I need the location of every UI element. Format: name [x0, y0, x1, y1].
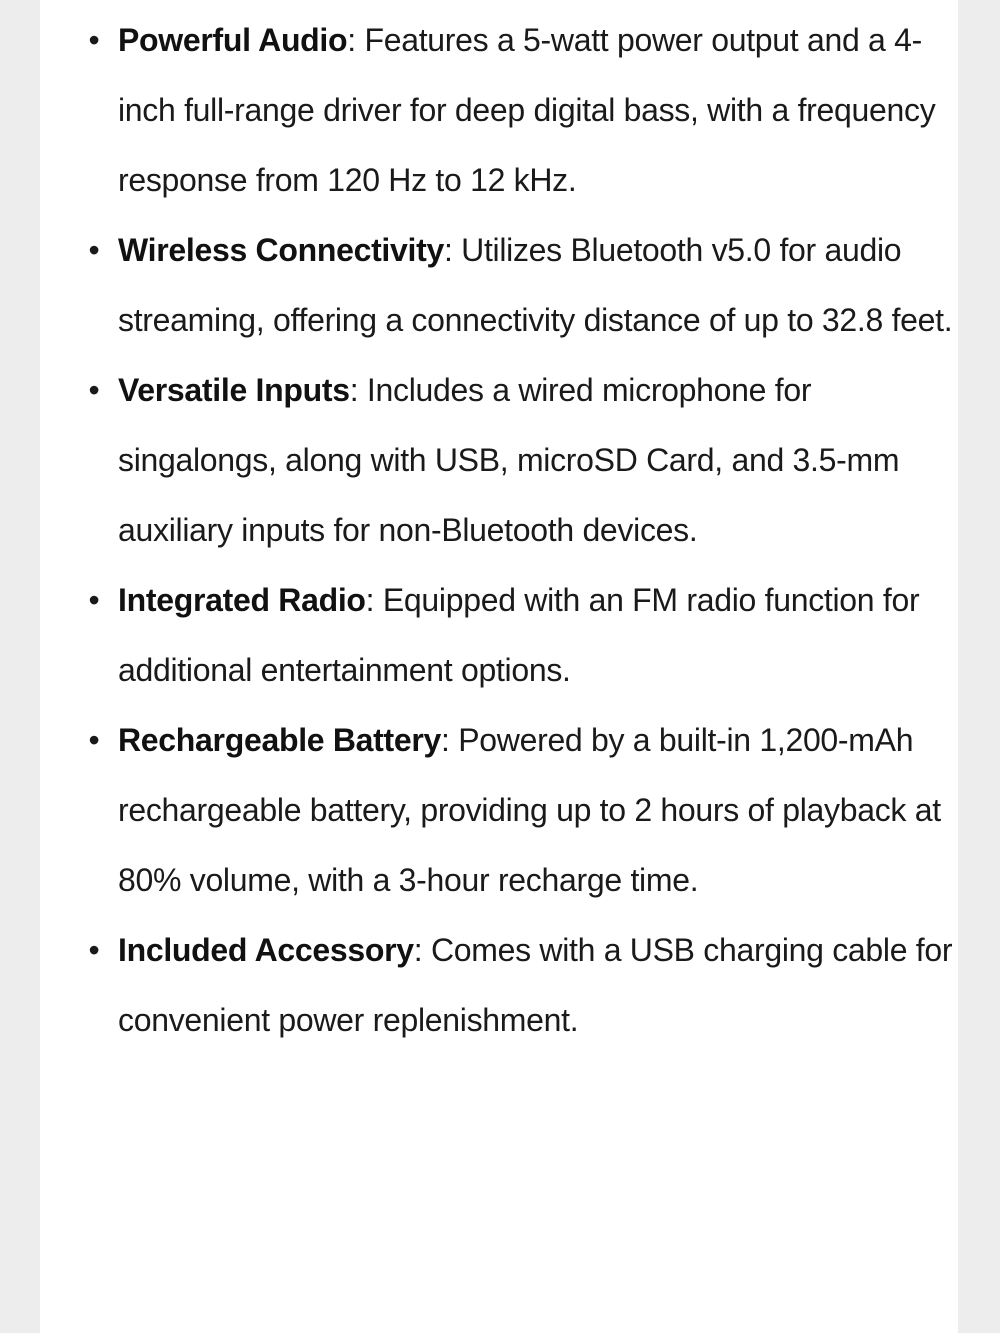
- bullet-icon: •: [88, 372, 100, 408]
- bullet-icon: •: [88, 932, 100, 968]
- feature-description: Equipped with an FM radio function for additional entertainment options.: [118, 582, 920, 688]
- feature-separator: :: [347, 22, 365, 58]
- bullet-icon: •: [88, 232, 100, 268]
- feature-term: Powerful Audio: [118, 22, 348, 58]
- feature-description: Includes a wired microphone for singalongs, along with USB, microSD Card, and 3.5-mm auxiliary inputs for non-Bluetooth devices.: [118, 372, 900, 548]
- feature-separator: :: [365, 582, 383, 618]
- bullet-icon: •: [88, 22, 100, 58]
- feature-separator: :: [349, 372, 367, 408]
- feature-item-integrated-radio: [40, 565, 958, 705]
- bullet-icon: •: [88, 722, 100, 758]
- feature-term: Wireless Connectivity: [118, 232, 444, 268]
- feature-description: Powered by a built-in 1,200-mAh rechargeable battery, providing up to 2 hours of playback at 80% volume, with a 3-hour recharge time.: [118, 722, 941, 898]
- feature-item-included-accessory: [40, 915, 958, 1055]
- feature-term: Versatile Inputs: [118, 372, 350, 408]
- feature-item-rechargeable-battery: [40, 705, 958, 915]
- document-page: [40, 0, 958, 1333]
- feature-term: Included Accessory: [118, 932, 414, 968]
- feature-separator: :: [441, 722, 459, 758]
- bullet-icon: •: [88, 582, 100, 618]
- feature-description: Features a 5-watt power output and a 4-inch full-range driver for deep digital bass, with a frequency response from 120 Hz to 12 kHz.: [118, 22, 936, 198]
- feature-list: [40, 5, 958, 1055]
- feature-term: Rechargeable Battery: [118, 722, 442, 758]
- feature-separator: :: [443, 232, 462, 268]
- feature-description: Utilizes Bluetooth v5.0 for audio streaming, offering a connectivity distance of up to 32.8 feet.: [118, 232, 953, 338]
- feature-item-wireless-connectivity: [40, 215, 958, 355]
- feature-item-versatile-inputs: [40, 355, 958, 565]
- feature-item-powerful-audio: [40, 5, 958, 215]
- feature-separator: :: [413, 932, 431, 968]
- feature-term: Integrated Radio: [118, 582, 366, 618]
- feature-description: Comes with a USB charging cable for convenient power replenishment.: [118, 932, 953, 1038]
